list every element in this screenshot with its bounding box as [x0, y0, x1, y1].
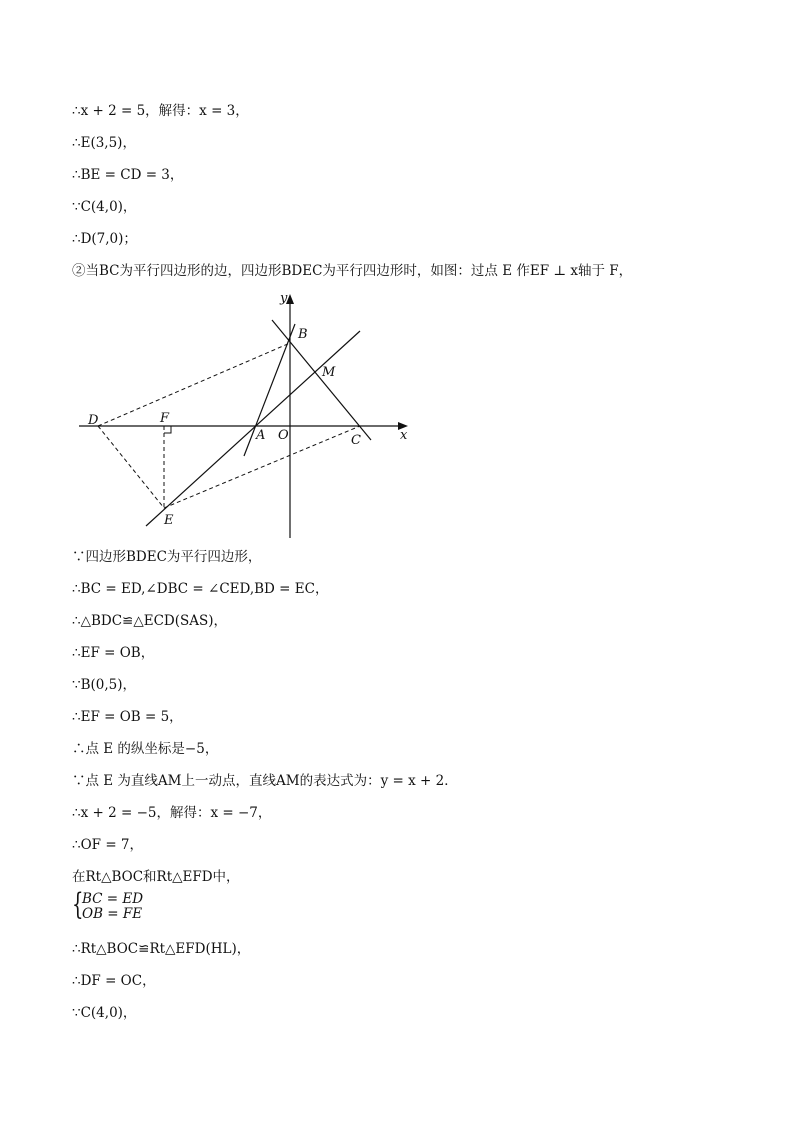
- label-e: E: [164, 513, 174, 528]
- line-am: [146, 331, 360, 526]
- system-line-1: BC = ED: [82, 891, 144, 907]
- label-o: O: [278, 428, 289, 443]
- text-line-2: ∴E(3,5)，: [72, 135, 136, 151]
- dashed-de: [98, 426, 164, 508]
- label-a: A: [256, 428, 266, 443]
- system-lines: [82, 892, 143, 922]
- text-line-1: ∴x + 2 = 5，解得：x = 3，: [72, 103, 249, 119]
- text-line-16: ∴OF = 7，: [72, 837, 144, 853]
- system-line-2: OB = FE: [82, 906, 143, 922]
- equation-system: [72, 887, 144, 922]
- text-line-18: ∴Rt△BOC≌Rt△EFD(HL)，: [72, 941, 251, 957]
- line-bc: [272, 320, 371, 440]
- text-line-5: ∴D(7,0)；: [72, 231, 137, 247]
- label-b: B: [298, 327, 308, 342]
- text-line-10: ∴EF = OB，: [72, 645, 155, 661]
- text-line-4: ∵C(4,0)，: [72, 199, 137, 215]
- text-line-11: ∵B(0,5)，: [72, 677, 137, 693]
- text-line-6: ②当BC为平行四边形的边，四边形BDEC为平行四边形时，如图：过点 E 作EF ⊥ x轴于 F，: [72, 263, 633, 279]
- label-x: x: [400, 428, 408, 443]
- figure-svg: [74, 288, 414, 540]
- label-d: D: [88, 413, 99, 428]
- text-line-13: ∴点 E 的纵坐标是−5，: [72, 741, 219, 757]
- label-y: y: [280, 291, 288, 306]
- text-line-20: ∵C(4,0)，: [72, 1005, 137, 1021]
- text-line-8: ∴BC = ED,∠DBC = ∠CED,BD = EC，: [72, 581, 329, 597]
- label-c: C: [351, 433, 361, 448]
- text-line-12: ∴EF = OB = 5，: [72, 709, 183, 725]
- text-line-3: ∴BE = CD = 3，: [72, 167, 184, 183]
- dashed-bd: [98, 343, 290, 426]
- text-line-9: ∴△BDC≌△ECD(SAS)，: [72, 613, 228, 629]
- text-line-7: ∵四边形BDEC为平行四边形，: [72, 549, 262, 565]
- geometry-figure: [74, 288, 414, 540]
- text-line-17: 在Rt△BOC和Rt△EFD中，: [72, 869, 240, 885]
- label-f: F: [160, 411, 170, 426]
- system-brace: {: [72, 887, 84, 922]
- text-line-14: ∵点 E 为直线AM上一动点，直线AM的表达式为：y = x + 2．: [72, 773, 458, 789]
- label-m: M: [322, 365, 336, 380]
- right-angle-mark: [164, 426, 171, 433]
- text-line-19: ∴DF = OC，: [72, 973, 156, 989]
- text-line-15: ∴x + 2 = −5，解得：x = −7，: [72, 805, 272, 821]
